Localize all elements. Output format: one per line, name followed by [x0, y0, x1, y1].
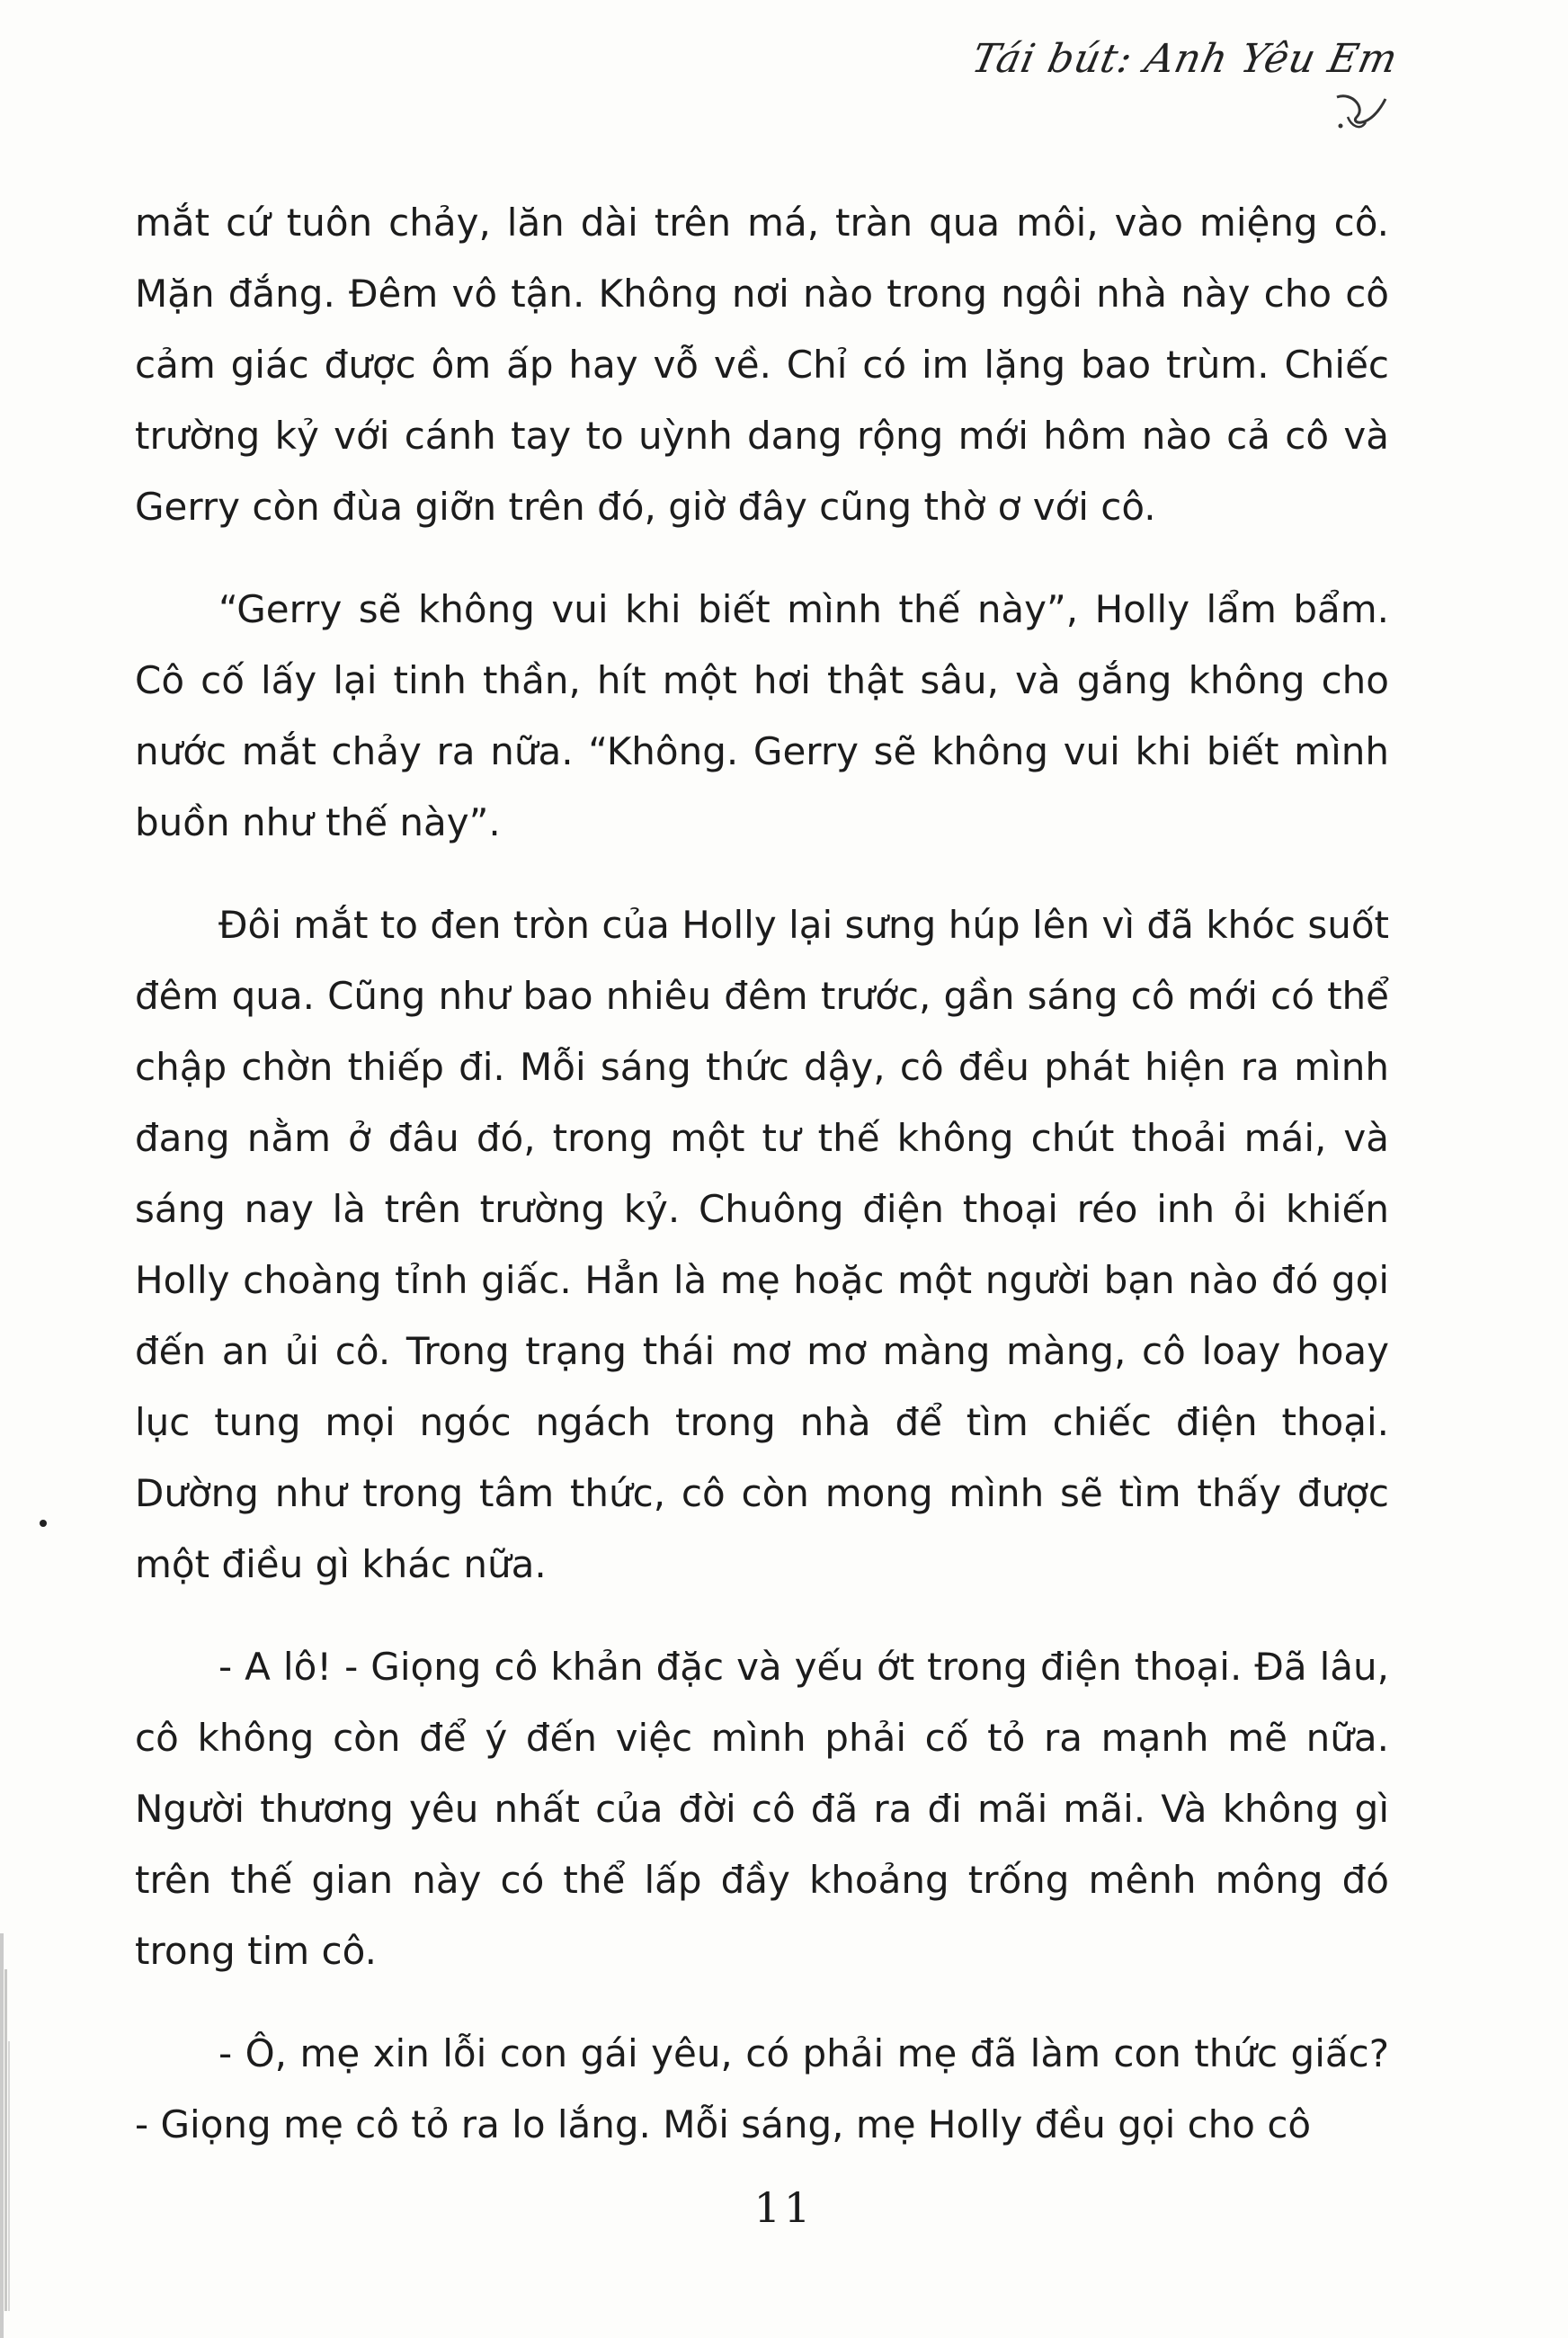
- paragraph-5: - Ô, mẹ xin lỗi con gái yêu, có phải mẹ đã làm con thức giấc? - Giọng mẹ cô tỏ ra lo lắng. Mỗi sáng, mẹ Holly đều gọi cho cô: [135, 2031, 1389, 2146]
- running-header-title: Tái bút: Anh Yêu Em: [967, 36, 1403, 82]
- body-text: [135, 187, 1389, 2191]
- paragraph-4: - A lô! - Giọng cô khản đặc và yếu ớt trong điện thoại. Đã lâu, cô không còn để ý đến việc mình phải cố tỏ ra mạnh mẽ nữa. Người thương yêu nhất của đời cô đã ra đi mãi mãi. Và không gì trên thế gian này có thể lấp đầy khoảng trống mênh mông đó trong tim cô.: [135, 1645, 1389, 1973]
- flourish-ornament-icon: [1330, 90, 1393, 135]
- paragraph-3: Đôi mắt to đen tròn của Holly lại sưng húp lên vì đã khóc suốt đêm qua. Cũng như bao nhiêu đêm trước, gần sáng cô mới có thể chập chờn thiếp đi. Mỗi sáng thức dậy, cô đều phát hiện ra mình đang nằm ở đâu đó, trong một tư thế không chút thoải mái, và sáng nay là trên trường kỷ. Chuông điện thoại réo inh ỏi khiến Holly choàng tỉnh giấc. Hẳn là mẹ hoặc một người bạn nào đó gọi đến an ủi cô. Trong trạng thái mơ mơ màng màng, cô loay hoay lục tung mọi ngóc ngách trong nhà để tìm chiếc điện thoại. Dường như trong tâm thức, cô còn mong mình sẽ tìm thấy được một điều gì khác nữa.: [135, 903, 1389, 1586]
- paragraph-1: mắt cứ tuôn chảy, lăn dài trên má, tràn qua môi, vào miệng cô. Mặn đắng. Đêm vô tận. Không nơi nào trong ngôi nhà này cho cô cảm giác được ôm ấp hay vỗ về. Chỉ có im lặng bao trùm. Chiếc trường kỷ với cánh tay to uỳnh dang rộng mới hôm nào cả cô và Gerry còn đùa giỡn trên đó, giờ đây cũng thờ ơ với cô.: [135, 201, 1389, 529]
- page-number: 11: [753, 2183, 815, 2232]
- scan-speck: [40, 1520, 47, 1527]
- paragraph-2: “Gerry sẽ không vui khi biết mình thế này”, Holly lẩm bẩm. Cô cố lấy lại tinh thần, hít một hơi thật sâu, và gắng không cho nước mắt chảy ra nữa. “Không. Gerry sẽ không vui khi biết mình buồn như thế này”.: [135, 587, 1389, 844]
- scan-edge-noise: [0, 1933, 16, 2338]
